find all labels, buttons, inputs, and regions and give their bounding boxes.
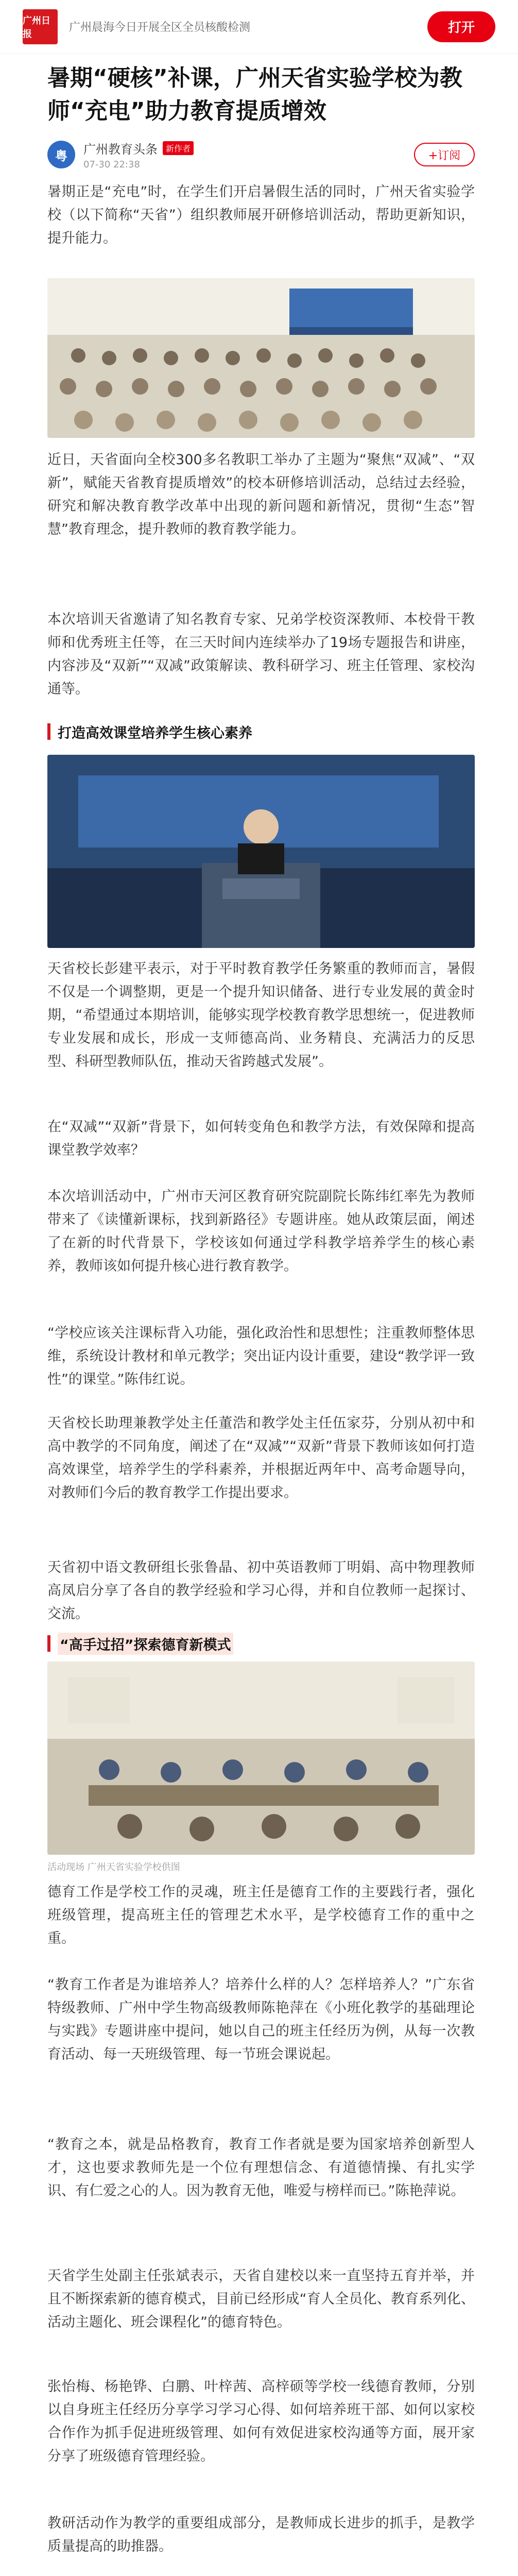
author-name-text: 广州教育头条 [83, 142, 158, 157]
author-meta [83, 139, 414, 170]
author-badge: 新作者 [163, 141, 194, 155]
paragraph-1: 近日，天省面向全校300多名教职工举办了主题为“聚焦“双减”、“双新”，赋能天省教育提质增效”的校本研修培训活动，总结过去经验，研究和解决教育教学改革中出现的新问题和新情况，贯彻“生态”智慧”教育理念，提升教师的教育教学能力。 [47, 452, 475, 537]
paragraph-intro: 暑期正是“充电”时，在学生们开启暑假生活的同时，广州天省实验学校（以下简称“天省”）组织教师展开研修培训活动，帮助更新知识，提升能力。 [47, 184, 475, 246]
photo-caption: 活动现场 广州天省实验学校供图 [47, 1862, 180, 1873]
article-photo-2 [47, 755, 475, 948]
section-header-moral [47, 1631, 475, 1656]
photo-speaker-illustration [47, 755, 475, 948]
app-logo: 广州日报 [23, 9, 58, 44]
author-row [47, 137, 475, 173]
paragraph-11: “教育之本，就是品格教育，教育工作者就是要为国家培养创新型人才，这也要求教师先是一个位有理想信念、有道德情操、有扎实学识、有仁爱之心的人。因为教育无他，唯爱与榜样而已。”陈艳萍说。 [47, 2137, 475, 2199]
paragraph-3: 天省校长彭建平表示，对于平时教育教学任务繁重的教师而言，暑假不仅是一个调整期，更是一个提升知识储备、进行专业发展的黄金时期，“希望通过本期培训，能够实现学校教育教学思想统一，促进教师专业发展和成长，形成一支师德高尚、业务精良、充满活力的反思型、科研型教师队伍，推动天省跨越式发展”。 [47, 961, 475, 1070]
article-photo-1 [47, 278, 475, 438]
open-app-button[interactable]: 打开 [427, 11, 495, 42]
follow-button[interactable]: +订阅 [414, 143, 475, 166]
article-title: 暑期“硬核”补课，广州天省实验学校为教师“充电”助力教育提质增效 [47, 65, 462, 124]
publish-time: 07-30 22:38 [83, 159, 140, 170]
app-banner-text: 广州晨海今日开展全区全员核酸检测 [69, 21, 251, 34]
paragraph-14: 教研活动作为教学的重要组成部分，是教师成长进步的抓手，是教学质量提高的助推器。 [47, 2515, 475, 2554]
paragraph-12: 天省学生处副主任张斌表示，天省自建校以来一直坚持五育并举，并且不断探索新的德育模式，目前已经形成“育人全员化、教育系列化、活动主题化、班会课程化”的德育特色。 [47, 2268, 475, 2330]
article-photo-3 [47, 1662, 475, 1855]
paragraph-7: 天省校长助理兼教学处主任董浩和教学处主任伍家芬，分别从初中和高中教学的不同角度，阐述了在“双减”“双新”背景下教师该如何打造高效课堂，培养学生的学科素养，并根据近两年中、高考命题导向，对教师们今后的教育教学工作提出要求。 [47, 1415, 475, 1501]
photo-classroom-illustration [47, 1662, 475, 1855]
paragraph-6: “学校应该关注课标背入功能，强化政治性和思想性；注重教师整体思维，系统设计教材和单元教学；突出证内设计重要，建设“教学评一致性”的课堂。”陈伟红说。 [47, 1325, 475, 1387]
paragraph-8: 天省初中语文教研组长张鲁晶、初中英语教师丁明娟、高中物理教师高凤启分享了各自的教学经验和学习心得，并和自位教师一起探讨、交流。 [47, 1560, 475, 1622]
section-header-classroom-text: 打造高效课堂培养学生核心素养 [58, 725, 252, 741]
section-header-moral-text: “高手过招”探索德育新模式 [58, 1633, 233, 1655]
app-banner [0, 0, 518, 54]
paragraph-4: 在“双减”“双新”背景下，如何转变角色和教学方法，有效保障和提高课堂教学效率？ [47, 1119, 475, 1158]
paragraph-9: 德育工作是学校工作的灵魂，班主任是德育工作的主要践行者，强化班级管理，提高班主任的管理艺术水平，是学校德育工作的重中之重。 [47, 1884, 475, 1946]
paragraph-2: 本次培训天省邀请了知名教育专家、兄弟学校资深教师、本校骨干教师和优秀班主任等，在三天时间内连续举办了19场专题报告和讲座，内容涉及“双新”“双减”政策解读、教科研学习、班主任管理、家校沟通等。 [47, 612, 475, 697]
paragraph-5: 本次培训活动中，广州市天河区教育研究院副院长陈纬红率先为教师带来了《读懂新课标，找到新路径》专题讲座。她从政策层面，阐述了在新的时代背景下，学校该如何通过学科教学培养学生的核心素养，教师该如何提升核心进行教育教学。 [47, 1189, 475, 1274]
author-name[interactable] [83, 139, 414, 157]
paragraph-13: 张怡梅、杨艳铧、白鹏、叶梓茜、高梓硕等学校一线德育教师，分别以自身班主任经历分享学习学习心得、如何培养班干部、如何以家校合作作为抓手促进班级管理、如何有效促进家校沟通等方面，展开家分享了班级德育管理经验。 [47, 2379, 475, 2464]
paragraph-10: “教育工作者是为谁培养人？培养什么样的人？怎样培养人？”广东省特级教师、广州中学生物高级教师陈艳萍在《小班化教学的基础理论与实践》专题讲座中提问，她以自己的班主任经历为例，从每一次教育活动、每一天班级管理、每一节班会课说起。 [47, 1977, 475, 2062]
photo-hall-illustration [47, 278, 475, 438]
author-avatar[interactable]: 粤 [47, 141, 75, 168]
section-header-classroom [47, 719, 475, 744]
